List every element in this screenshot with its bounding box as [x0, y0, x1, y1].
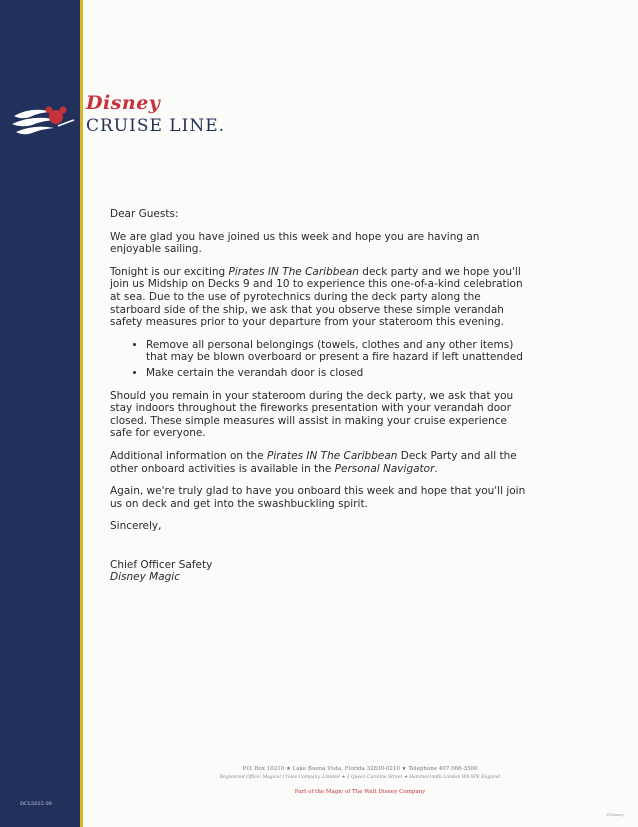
form-code: DCL5025 09 [20, 801, 52, 807]
footer-magic-line: Part of the Magic of The Walt Disney Company [294, 789, 426, 795]
sidebar-stripe [80, 0, 83, 827]
signer-title: Chief Officer Safety [110, 558, 213, 571]
event-name: Pirates IN The Caribbean [266, 449, 398, 462]
event-paragraph-lead: Tonight is our exciting [110, 265, 229, 278]
copyright: ©Disney [606, 812, 624, 817]
footer-address: P.O. Box 10210 ★ Lake Buena Vista, Florida 32830-0210 ★ Telephone 407-566-3500 [242, 766, 478, 772]
stateroom-paragraph: Should you remain in your stateroom during the deck party, we ask that you stay indoors throughout the fireworks presentation with your verandah door closed. These simple measures will assist in making your cruise experience safe for everyone. [110, 389, 514, 440]
event-paragraph-rest: deck party and we hope you'll join us Midship on Decks 9 and 10 to experience this one-of-a-kind celebration at sea. Due to the use of pyrotechnics during the deck party along the starboard side of the ship, we ask that you observe these simple verandah safety measures prior to your departure from your stateroom this evening. [110, 265, 523, 329]
personal-navigator-name: Personal Navigator [334, 462, 435, 475]
brand-disney-wordmark: Disney [86, 92, 161, 114]
event-name: Pirates IN The Caribbean [228, 265, 359, 278]
intro-paragraph: We are glad you have joined us this week and hope you are having an enjoyable sailing. [110, 230, 480, 256]
closing: Sincerely, [110, 520, 162, 533]
info-paragraph-end: . [434, 462, 438, 475]
brand-cruise-line-wordmark: CRUISE LINE. [86, 116, 226, 136]
signer-ship: Disney Magic [110, 571, 180, 584]
safety-list-item: • Make certain the verandah door is closed [146, 367, 530, 380]
info-paragraph-lead: Additional information on the [110, 449, 267, 462]
event-paragraph [110, 266, 530, 329]
disney-cruise-wave-logo-icon [12, 98, 76, 144]
safety-list [110, 339, 530, 380]
salutation: Dear Guests: [110, 208, 179, 220]
safety-list-item: • Remove all personal belongings (towels, clothes and any other items) that may be blown overboard or present a fire hazard if left unattended [146, 339, 530, 364]
info-paragraph-mid: Deck Party and all the other onboard activities is available in the [110, 449, 517, 475]
letter-body [110, 208, 530, 584]
closing-paragraph: Again, we're truly glad to have you onboard this week and hope that you'll join us on deck and get into the swashbuckling spirit. [110, 485, 526, 510]
info-paragraph [110, 450, 530, 475]
footer-registered-office: Registered Office: Magical Cruise Company, Limited ★ 3 Queen Caroline Street ★ Hammersmith London W6 9PE England [219, 775, 501, 780]
